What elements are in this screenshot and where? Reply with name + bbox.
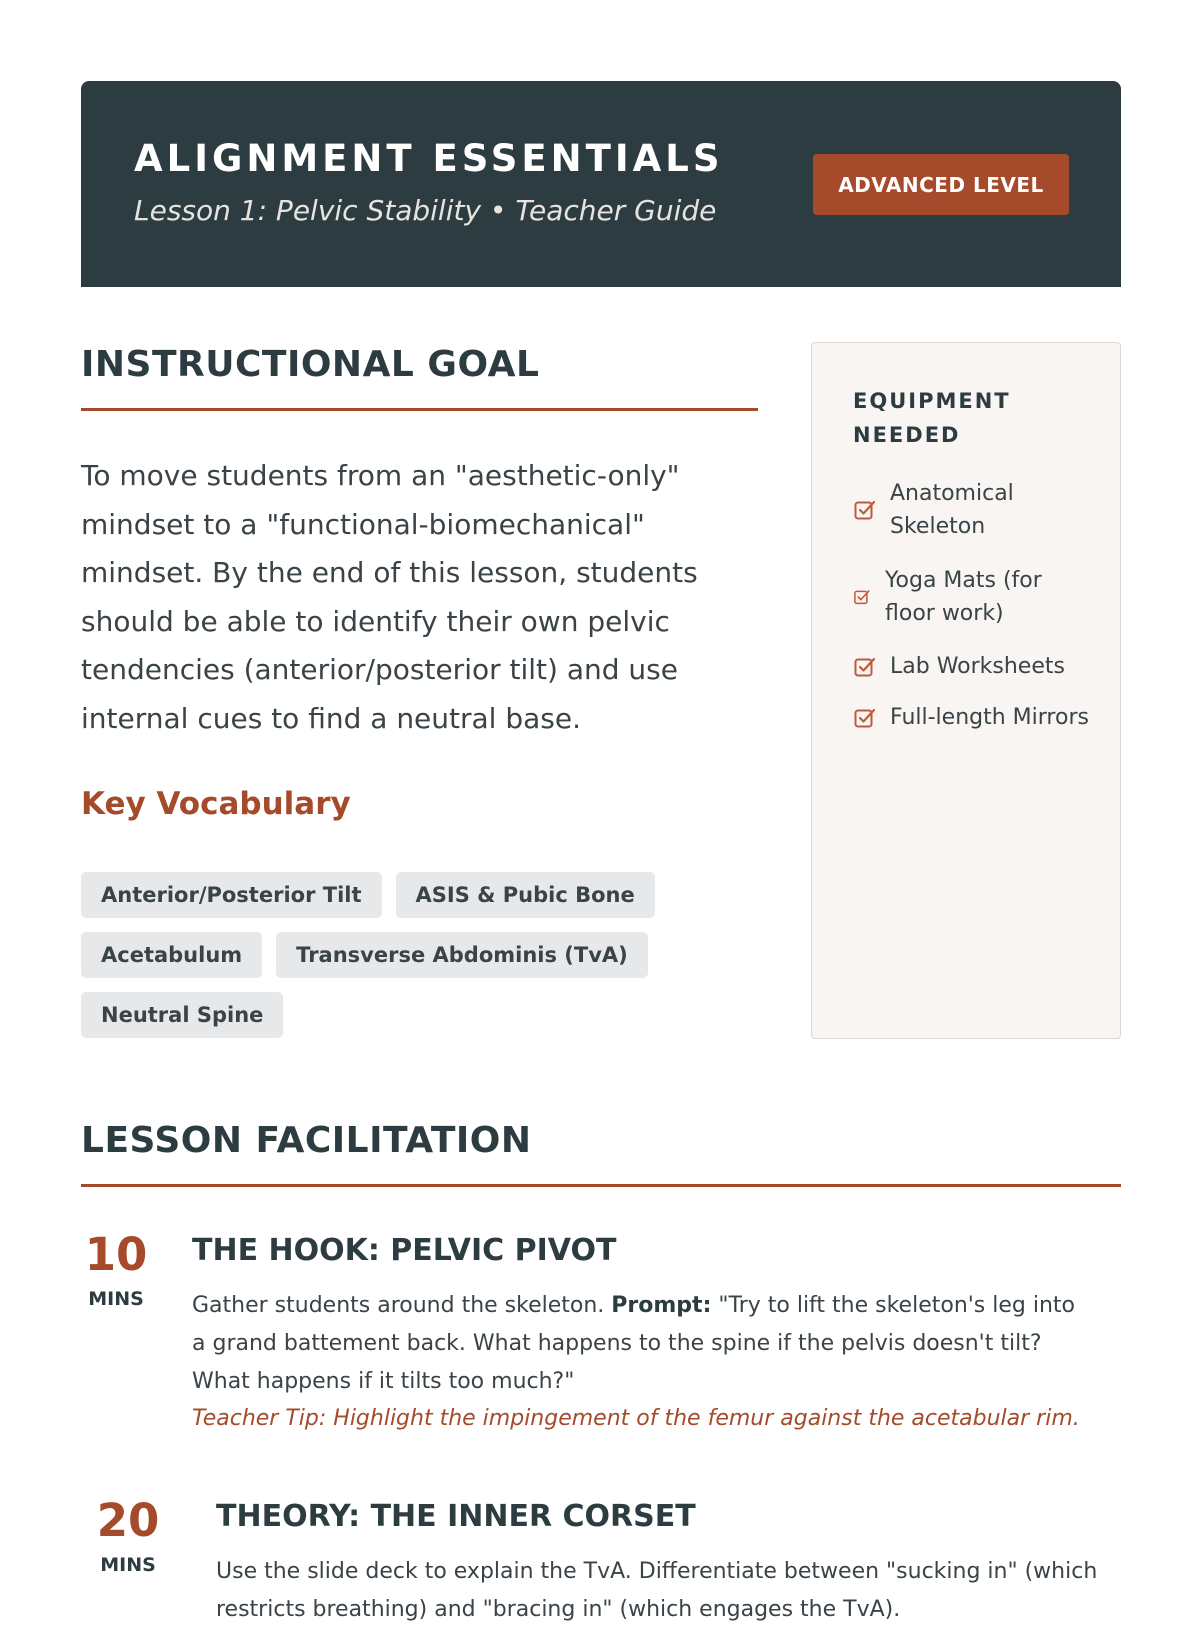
step-body: Use the slide deck to explain the TvA. Differentiate between "sucking in" (which restricts breathing) and "bracing in" (which engages the TvA). [216,1559,1098,1622]
level-badge: ADVANCED LEVEL [813,154,1069,215]
equipment-sidebar [811,342,1121,1039]
equipment-item [853,650,1093,683]
vocabulary-tags [81,872,681,1038]
equipment-item [853,477,1093,543]
step-title: THEORY: THE INNER CORSET [216,1499,696,1534]
equipment-heading: EQUIPMENT NEEDED [853,389,1011,447]
teacher-tip: Teacher Tip: Highlight the impingement of the femur against the acetabular rim. [192,1406,1080,1431]
checkbox-icon [853,655,877,679]
course-title: ALIGNMENT ESSENTIALS [134,137,724,180]
step-body-text: Gather students around the skeleton. [192,1293,612,1318]
facilitation-heading-rule [81,1184,1121,1187]
step-title: THE HOOK: PELVIC PIVOT [192,1233,617,1268]
vocab-tag: Transverse Abdominis (TvA) [276,932,648,978]
vocab-tag: ASIS & Pubic Bone [396,872,655,918]
equipment-label: Lab Worksheets [890,654,1065,679]
step-prompt-label: Prompt: [611,1293,712,1318]
step-minutes-unit: MINS [100,1554,156,1576]
vocab-tag: Acetabulum [81,932,262,978]
equipment-label: Anatomical Skeleton [890,481,1014,539]
equipment-item [853,564,1093,630]
vocab-tag: Anterior/Posterior Tilt [81,872,382,918]
instructional-goal-heading: INSTRUCTIONAL GOAL [81,344,540,385]
equipment-label: Full-length Mirrors [890,705,1089,730]
goal-heading-rule [81,408,758,411]
key-vocabulary-heading: Key Vocabulary [81,786,351,822]
equipment-item [853,701,1093,734]
step-minutes: 10 [84,1228,148,1281]
checkbox-icon [853,588,871,606]
vocab-tag: Neutral Spine [81,992,283,1038]
header-banner [81,81,1121,287]
step-body [192,1287,1092,1401]
lesson-subtitle: Lesson 1: Pelvic Stability • Teacher Guide [134,194,717,227]
step-body-text: "Try to lift the skeleton's leg into a grand battement back. What happens to the spine if the pelvis doesn't tilt? What happens if it tilts too much?" [192,1293,1076,1394]
equipment-label: Yoga Mats (for floor work) [885,568,1042,626]
lesson-facilitation-heading: LESSON FACILITATION [81,1120,532,1161]
checkbox-icon [853,498,877,522]
step-minutes-unit: MINS [88,1288,144,1310]
goal-text: To move students from an "aesthetic-only" mindset to a "functional-biomechanical" mindset. By the end of this lesson, students should be able to identify their own pelvic tendencies (anterior/posterior tilt) and use internal cues to find a neutral base. [81,459,698,735]
checkbox-icon [853,706,877,730]
step-minutes: 20 [96,1494,160,1547]
